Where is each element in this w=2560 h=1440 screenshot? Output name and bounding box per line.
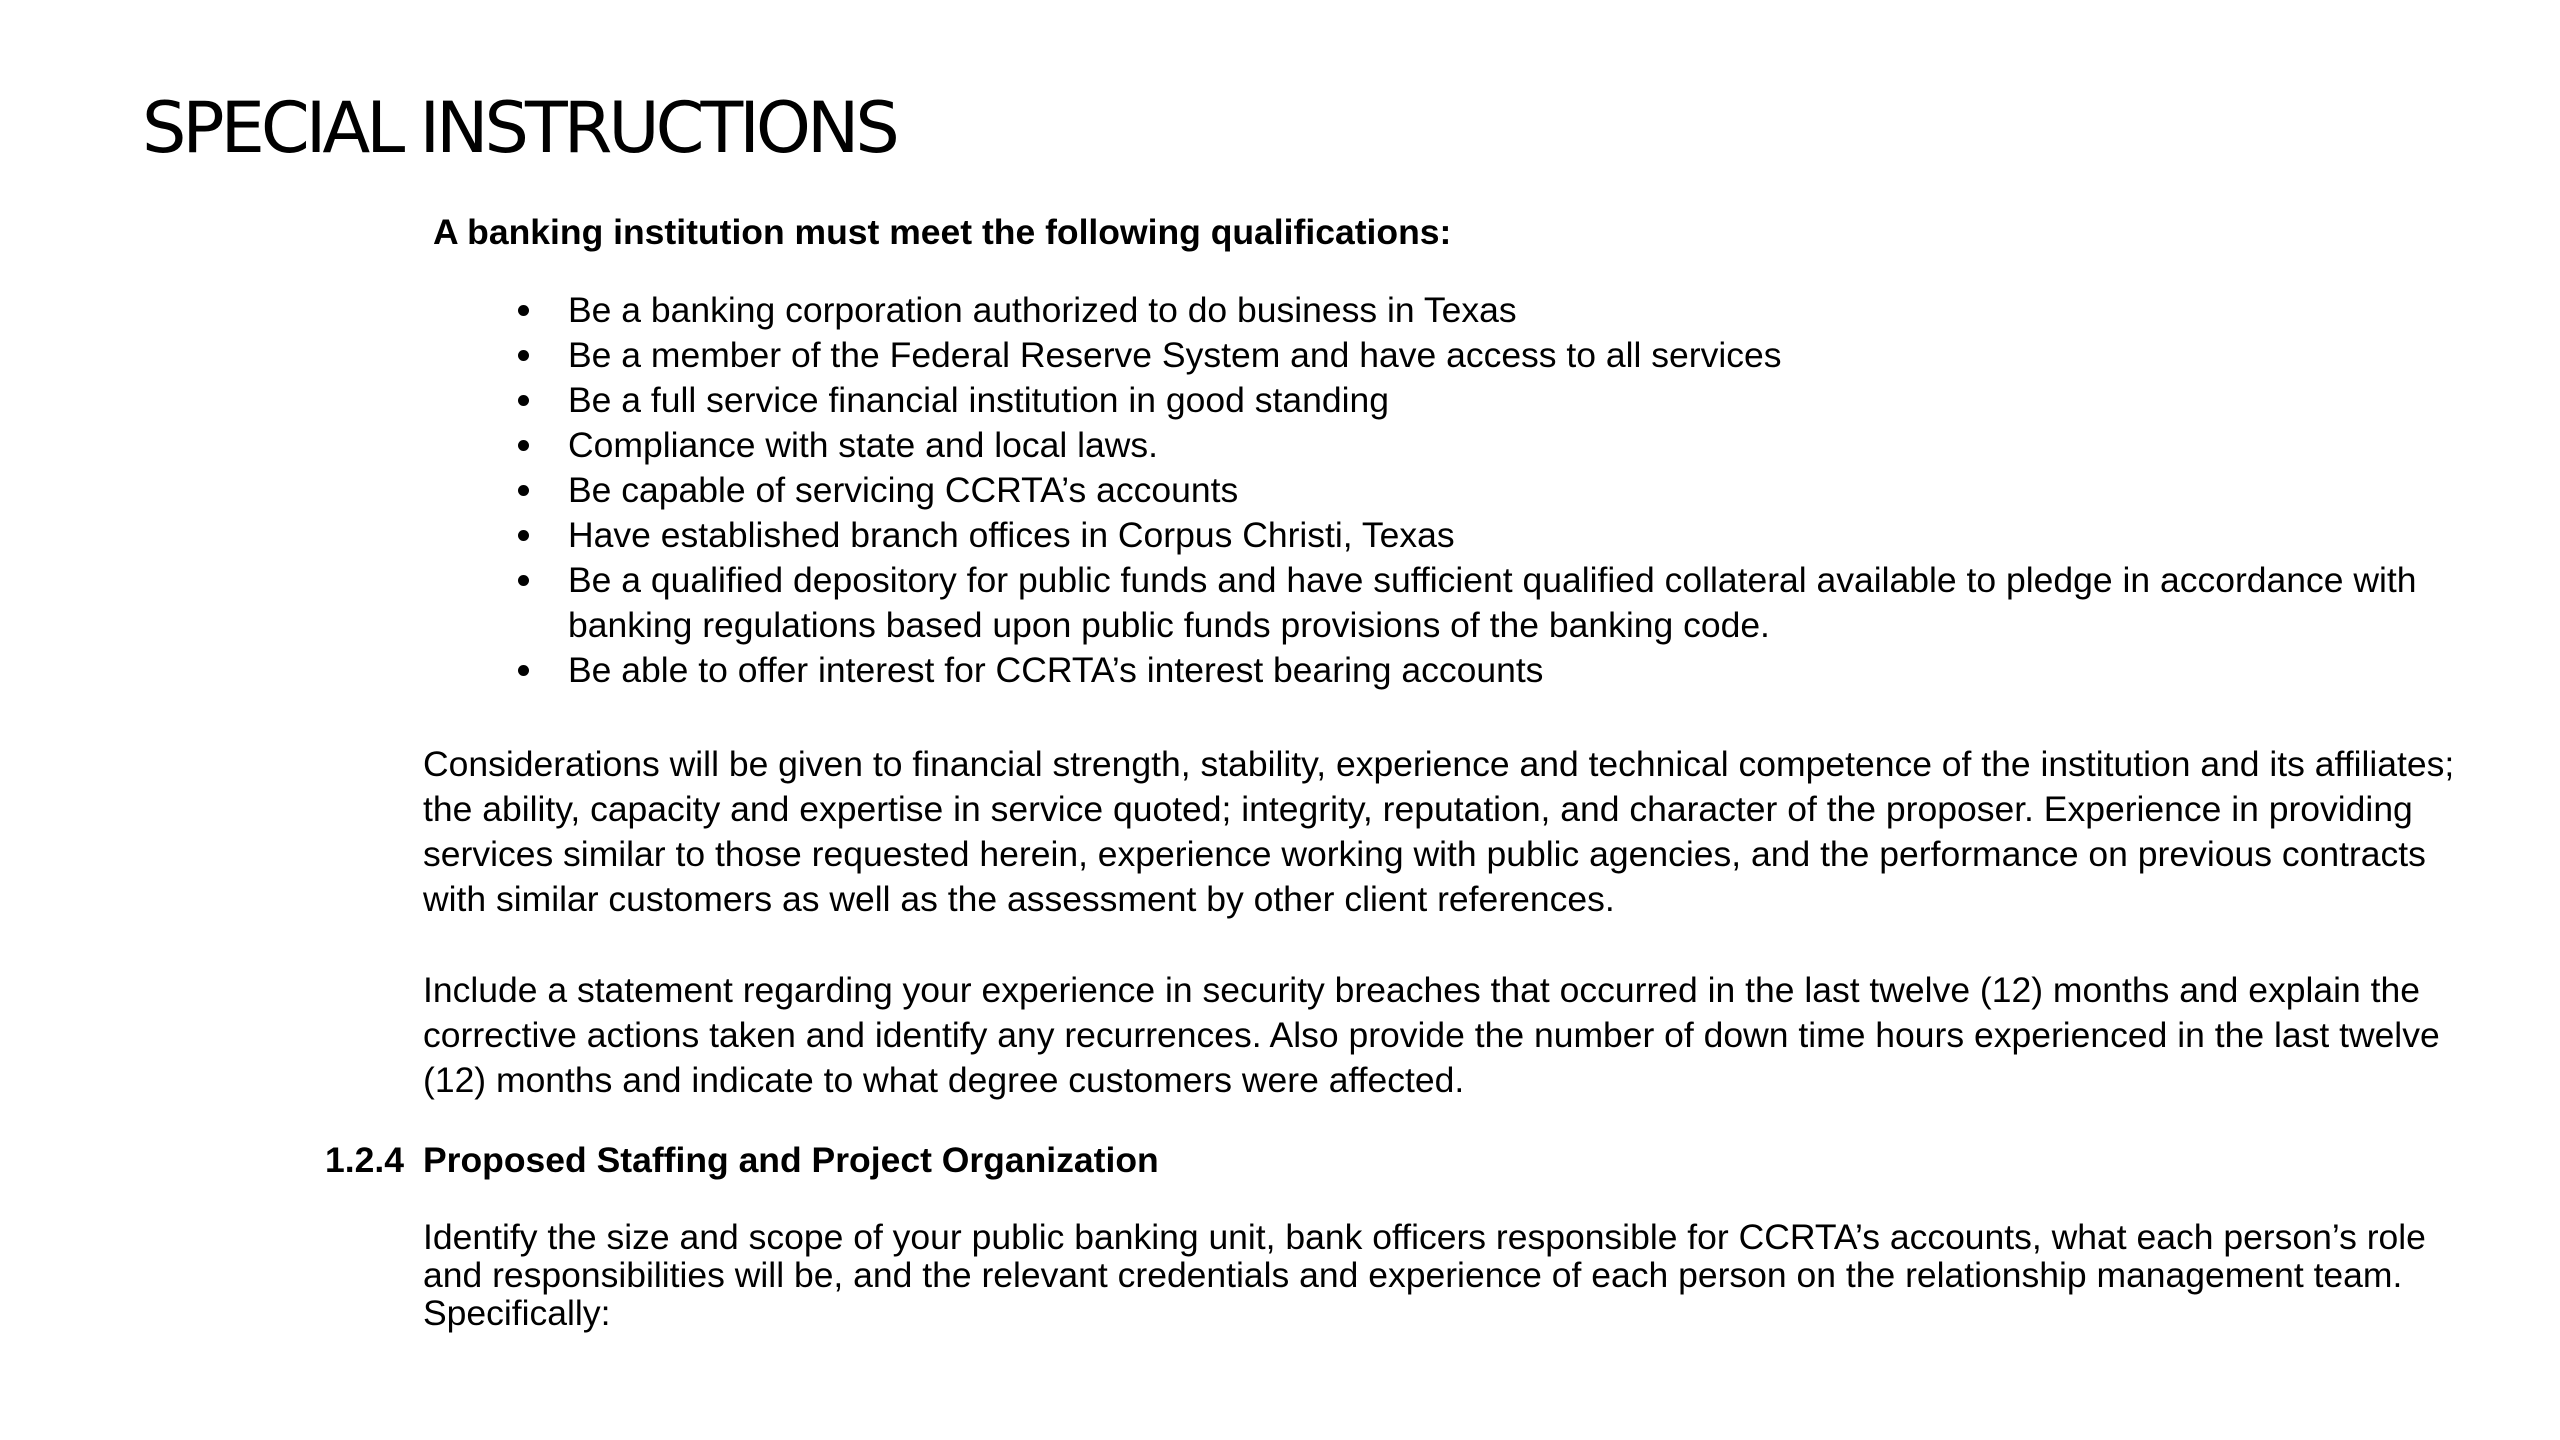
security-breaches-paragraph: Include a statement regarding your experience in security breaches that occurred in the last twelve (12) months and explain the corrective actions taken and identify any recurrences. Also provide the number of down time hours experienced in the last twelve (12) months and indicate to what degree customers were affected.	[423, 970, 2440, 1100]
bullet-icon	[518, 395, 529, 406]
bullet-icon	[518, 665, 529, 676]
section-number: 1.2.4	[325, 1140, 404, 1180]
list-item-text: Be a qualified depository for public funds and have sufficient qualified collateral available to pledge in accordance with banking regulations based upon public funds provisions of the banking code.	[568, 560, 2417, 645]
qualifications-list	[518, 288, 2468, 693]
list-item	[518, 558, 2468, 648]
bullet-icon	[518, 530, 529, 541]
bullet-icon	[518, 485, 529, 496]
slide-title: SPECIAL INSTRUCTIONS	[142, 87, 896, 169]
qualifications-heading: A banking institution must meet the following qualifications:	[433, 212, 1452, 252]
list-item	[518, 513, 2468, 558]
list-item-text: Compliance with state and local laws.	[568, 425, 1158, 465]
list-item-text: Have established branch offices in Corpus Christi, Texas	[568, 515, 1455, 555]
bullet-icon	[518, 305, 529, 316]
list-item	[518, 423, 2468, 468]
list-item	[518, 288, 2468, 333]
bullet-icon	[518, 575, 529, 586]
list-item	[518, 333, 2468, 378]
list-item-text: Be a full service financial institution in good standing	[568, 380, 1389, 420]
list-item-text: Be capable of servicing CCRTA’s accounts	[568, 470, 1239, 510]
section-heading: Proposed Staffing and Project Organization	[423, 1140, 1159, 1180]
staffing-paragraph: Identify the size and scope of your public banking unit, bank officers responsible for CCRTA’s accounts, what each person’s role and responsibilities will be, and the relevant credentials and experience of each person on the relationship management team. Specifically:	[423, 1217, 2426, 1333]
bullet-icon	[518, 440, 529, 451]
list-item-text: Be able to offer interest for CCRTA’s interest bearing accounts	[568, 650, 1544, 690]
list-item-text: Be a banking corporation authorized to do business in Texas	[568, 290, 1517, 330]
considerations-paragraph: Considerations will be given to financial strength, stability, experience and technical competence of the institution and its affiliates; the ability, capacity and expertise in service quoted; integrity, reputation, and character of the proposer. Experience in providing services similar to those requested herein, experience working with public agencies, and the performance on previous contracts with similar customers as well as the assessment by other client references.	[423, 744, 2455, 919]
list-item	[518, 648, 2468, 693]
bullet-icon	[518, 350, 529, 361]
list-item-text: Be a member of the Federal Reserve System and have access to all services	[568, 335, 1782, 375]
list-item	[518, 468, 2468, 513]
list-item	[518, 378, 2468, 423]
